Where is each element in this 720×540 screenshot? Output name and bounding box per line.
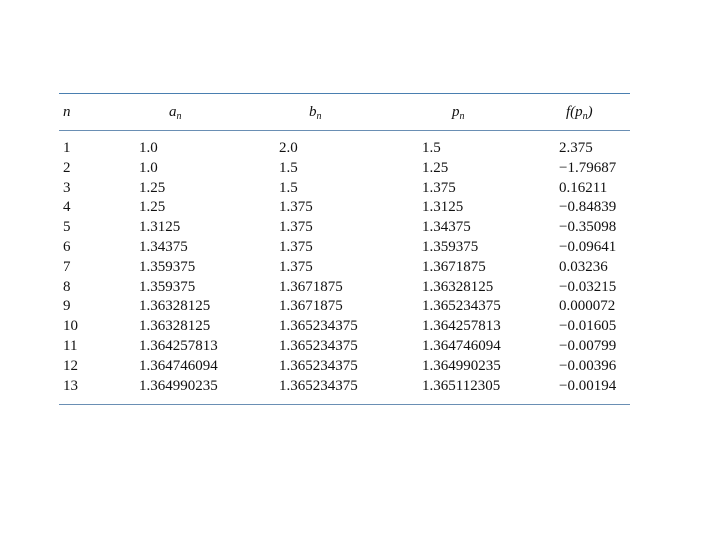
table-row — [59, 297, 630, 317]
cell-b: 1.375 — [279, 199, 313, 216]
cell-p: 1.364990235 — [422, 357, 501, 374]
cell-b: 1.5 — [279, 159, 298, 176]
cell-p: 1.34375 — [422, 219, 471, 236]
cell-a: 1.36328125 — [139, 298, 211, 315]
cell-a: 1.359375 — [139, 258, 196, 275]
cell-n: 12 — [63, 357, 78, 374]
table-row — [59, 317, 630, 337]
table-body — [59, 131, 630, 404]
cell-a: 1.364990235 — [139, 377, 218, 394]
header-f-p-n — [566, 94, 593, 135]
cell-p: 1.5 — [422, 140, 441, 156]
cell-p: 1.364746094 — [422, 337, 501, 354]
cell-n: 11 — [63, 337, 78, 354]
cell-p: 1.375 — [422, 179, 456, 196]
cell-a: 1.34375 — [139, 238, 188, 255]
cell-a: 1.25 — [139, 179, 166, 196]
cell-n: 10 — [63, 318, 78, 335]
cell-f: 0.03236 — [559, 258, 608, 275]
cell-n: 9 — [63, 298, 71, 315]
cell-n: 13 — [63, 377, 78, 394]
header-p-base: p — [452, 104, 460, 120]
cell-n: 3 — [63, 179, 71, 196]
cell-b: 1.365234375 — [279, 377, 358, 394]
header-b-sub: n — [316, 111, 322, 122]
cell-p: 1.365234375 — [422, 298, 501, 315]
cell-a: 1.0 — [139, 140, 158, 156]
table-bottom-rule — [59, 404, 630, 405]
cell-n: 6 — [63, 238, 71, 255]
header-b-n — [309, 94, 322, 135]
cell-f: −0.00396 — [559, 357, 617, 374]
cell-p: 1.364257813 — [422, 318, 501, 335]
cell-p: 1.25 — [422, 159, 449, 176]
table-row — [59, 258, 630, 278]
cell-f: −0.00194 — [559, 377, 617, 394]
cell-b: 1.375 — [279, 258, 313, 275]
cell-b: 1.5 — [279, 179, 298, 196]
cell-f: −0.84839 — [559, 199, 617, 216]
cell-a: 1.364746094 — [139, 357, 218, 374]
header-p-n — [452, 94, 465, 135]
cell-p: 1.359375 — [422, 238, 479, 255]
header-f-close: ) — [587, 104, 593, 120]
table-row — [59, 377, 630, 397]
cell-a: 1.25 — [139, 199, 166, 216]
table-row — [59, 278, 630, 298]
header-a-sub: n — [176, 111, 182, 122]
cell-b: 1.365234375 — [279, 337, 358, 354]
header-a-n — [169, 94, 182, 135]
cell-n: 1 — [63, 140, 71, 156]
header-n: n — [63, 104, 71, 120]
cell-b: 2.0 — [279, 140, 298, 156]
cell-a: 1.359375 — [139, 278, 196, 295]
table-row — [59, 198, 630, 218]
cell-f: −0.00799 — [559, 337, 617, 354]
cell-a: 1.3125 — [139, 219, 181, 236]
cell-n: 5 — [63, 219, 71, 236]
cell-a: 1.364257813 — [139, 337, 218, 354]
header-f-base: p — [575, 104, 583, 120]
cell-b: 1.3671875 — [279, 278, 343, 295]
header-b-base: b — [309, 104, 317, 120]
cell-p: 1.365112305 — [422, 377, 501, 394]
table-row — [59, 159, 630, 179]
table-row — [59, 337, 630, 357]
cell-b: 1.375 — [279, 219, 313, 236]
table-row — [59, 139, 630, 159]
cell-f: −0.09641 — [559, 238, 617, 255]
table-row — [59, 357, 630, 377]
cell-a: 1.36328125 — [139, 318, 211, 335]
cell-a: 1.0 — [139, 159, 158, 176]
cell-b: 1.375 — [279, 238, 313, 255]
cell-n: 4 — [63, 199, 71, 216]
cell-f: −0.01605 — [559, 318, 617, 335]
cell-n: 7 — [63, 258, 71, 275]
table-row — [59, 238, 630, 258]
cell-f: 0.16211 — [559, 179, 608, 196]
cell-b: 1.365234375 — [279, 357, 358, 374]
cell-f: −0.35098 — [559, 219, 617, 236]
cell-b: 1.365234375 — [279, 318, 358, 335]
cell-n: 2 — [63, 159, 71, 176]
cell-p: 1.3125 — [422, 199, 464, 216]
cell-f: −1.79687 — [559, 159, 617, 176]
cell-p: 1.36328125 — [422, 278, 494, 295]
cell-p: 1.3671875 — [422, 258, 486, 275]
header-f-sub: n — [582, 111, 588, 122]
cell-f: 0.000072 — [559, 298, 616, 315]
cell-n: 8 — [63, 278, 71, 295]
cell-b: 1.3671875 — [279, 298, 343, 315]
bisection-table — [59, 93, 630, 405]
header-p-sub: n — [459, 111, 465, 122]
header-a-base: a — [169, 104, 177, 120]
table-row — [59, 179, 630, 199]
cell-f: −0.03215 — [559, 278, 617, 295]
table-header-row — [59, 94, 630, 130]
table-row — [59, 218, 630, 238]
cell-f: 2.375 — [559, 140, 593, 156]
header-f-open: f( — [566, 104, 576, 120]
